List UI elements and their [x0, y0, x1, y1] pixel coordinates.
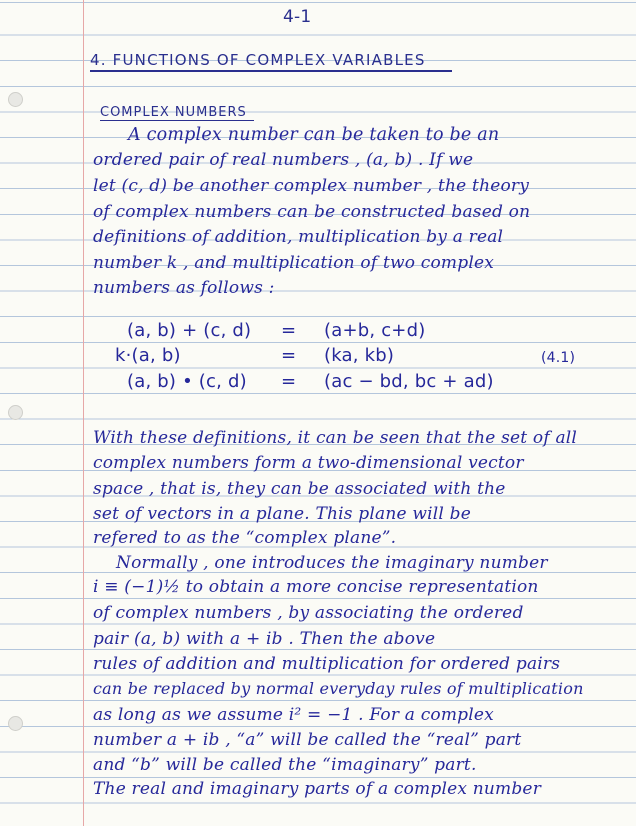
paragraph-line: numbers as follows : [93, 278, 275, 298]
equation-lhs: (a, b) • (c, d) [127, 371, 247, 392]
equation-equals: = [281, 345, 297, 366]
paragraph-line: With these definitions, it can be seen that the set of all [93, 428, 578, 448]
section-underline [100, 120, 254, 121]
equation-equals: = [281, 371, 297, 392]
equation-rhs: (a+b, c+d) [324, 320, 426, 341]
paragraph-line: as long as we assume i² = −1 . For a complex [93, 705, 494, 725]
equation-rhs: (ac − bd, bc + ad) [324, 371, 494, 392]
paragraph-line: can be replaced by normal everyday rules of multiplication [93, 679, 584, 698]
equation-lhs: k·(a, b) [115, 345, 181, 366]
binder-hole [8, 405, 23, 420]
paragraph-line: ordered pair of real numbers , (a, b) . If we [93, 150, 474, 170]
equation-lhs: (a, b) + (c, d) [127, 320, 252, 341]
paragraph-line: i ≡ (−1)½ to obtain a more concise representation [93, 577, 539, 597]
paragraph-line: A complex number can be taken to be an [128, 125, 500, 145]
chapter-underline [90, 70, 452, 72]
equation-equals: = [281, 320, 297, 341]
paragraph-line: of complex numbers , by associating the ordered [93, 603, 524, 623]
paragraph-line: number k , and multiplication of two complex [93, 253, 495, 273]
page-number: 4-1 [283, 7, 312, 27]
paragraph-line: number a + ib , “a” will be called the “real” part [93, 730, 522, 750]
paragraph-line: pair (a, b) with a + ib . Then the above [93, 629, 436, 649]
paragraph-line: rules of addition and multiplication for ordered pairs [93, 654, 561, 674]
paragraph-line: space , that is, they can be associated with the [93, 479, 506, 499]
paragraph-line: refered to as the “complex plane”. [93, 528, 397, 548]
paragraph-line: set of vectors in a plane. This plane will be [93, 504, 471, 524]
binder-hole [8, 92, 23, 107]
paragraph-line: complex numbers form a two-dimensional vector [93, 453, 524, 473]
section-heading: COMPLEX NUMBERS [100, 105, 247, 120]
paragraph-line: The real and imaginary parts of a complex number [93, 779, 542, 799]
equation-rhs: (ka, kb) [324, 345, 395, 366]
paragraph-line: definitions of addition, multiplication by a real [93, 227, 504, 247]
paragraph-line: of complex numbers can be constructed based on [93, 202, 531, 222]
paragraph-line: and “b” will be called the “imaginary” part. [93, 755, 477, 775]
paragraph-line: Normally , one introduces the imaginary number [116, 553, 548, 573]
margin-line [83, 0, 84, 826]
binder-hole [8, 716, 23, 731]
chapter-heading: 4. FUNCTIONS OF COMPLEX VARIABLES [90, 51, 426, 69]
equation-label: (4.1) [541, 350, 576, 366]
paragraph-line: let (c, d) be another complex number , the theory [93, 176, 530, 196]
